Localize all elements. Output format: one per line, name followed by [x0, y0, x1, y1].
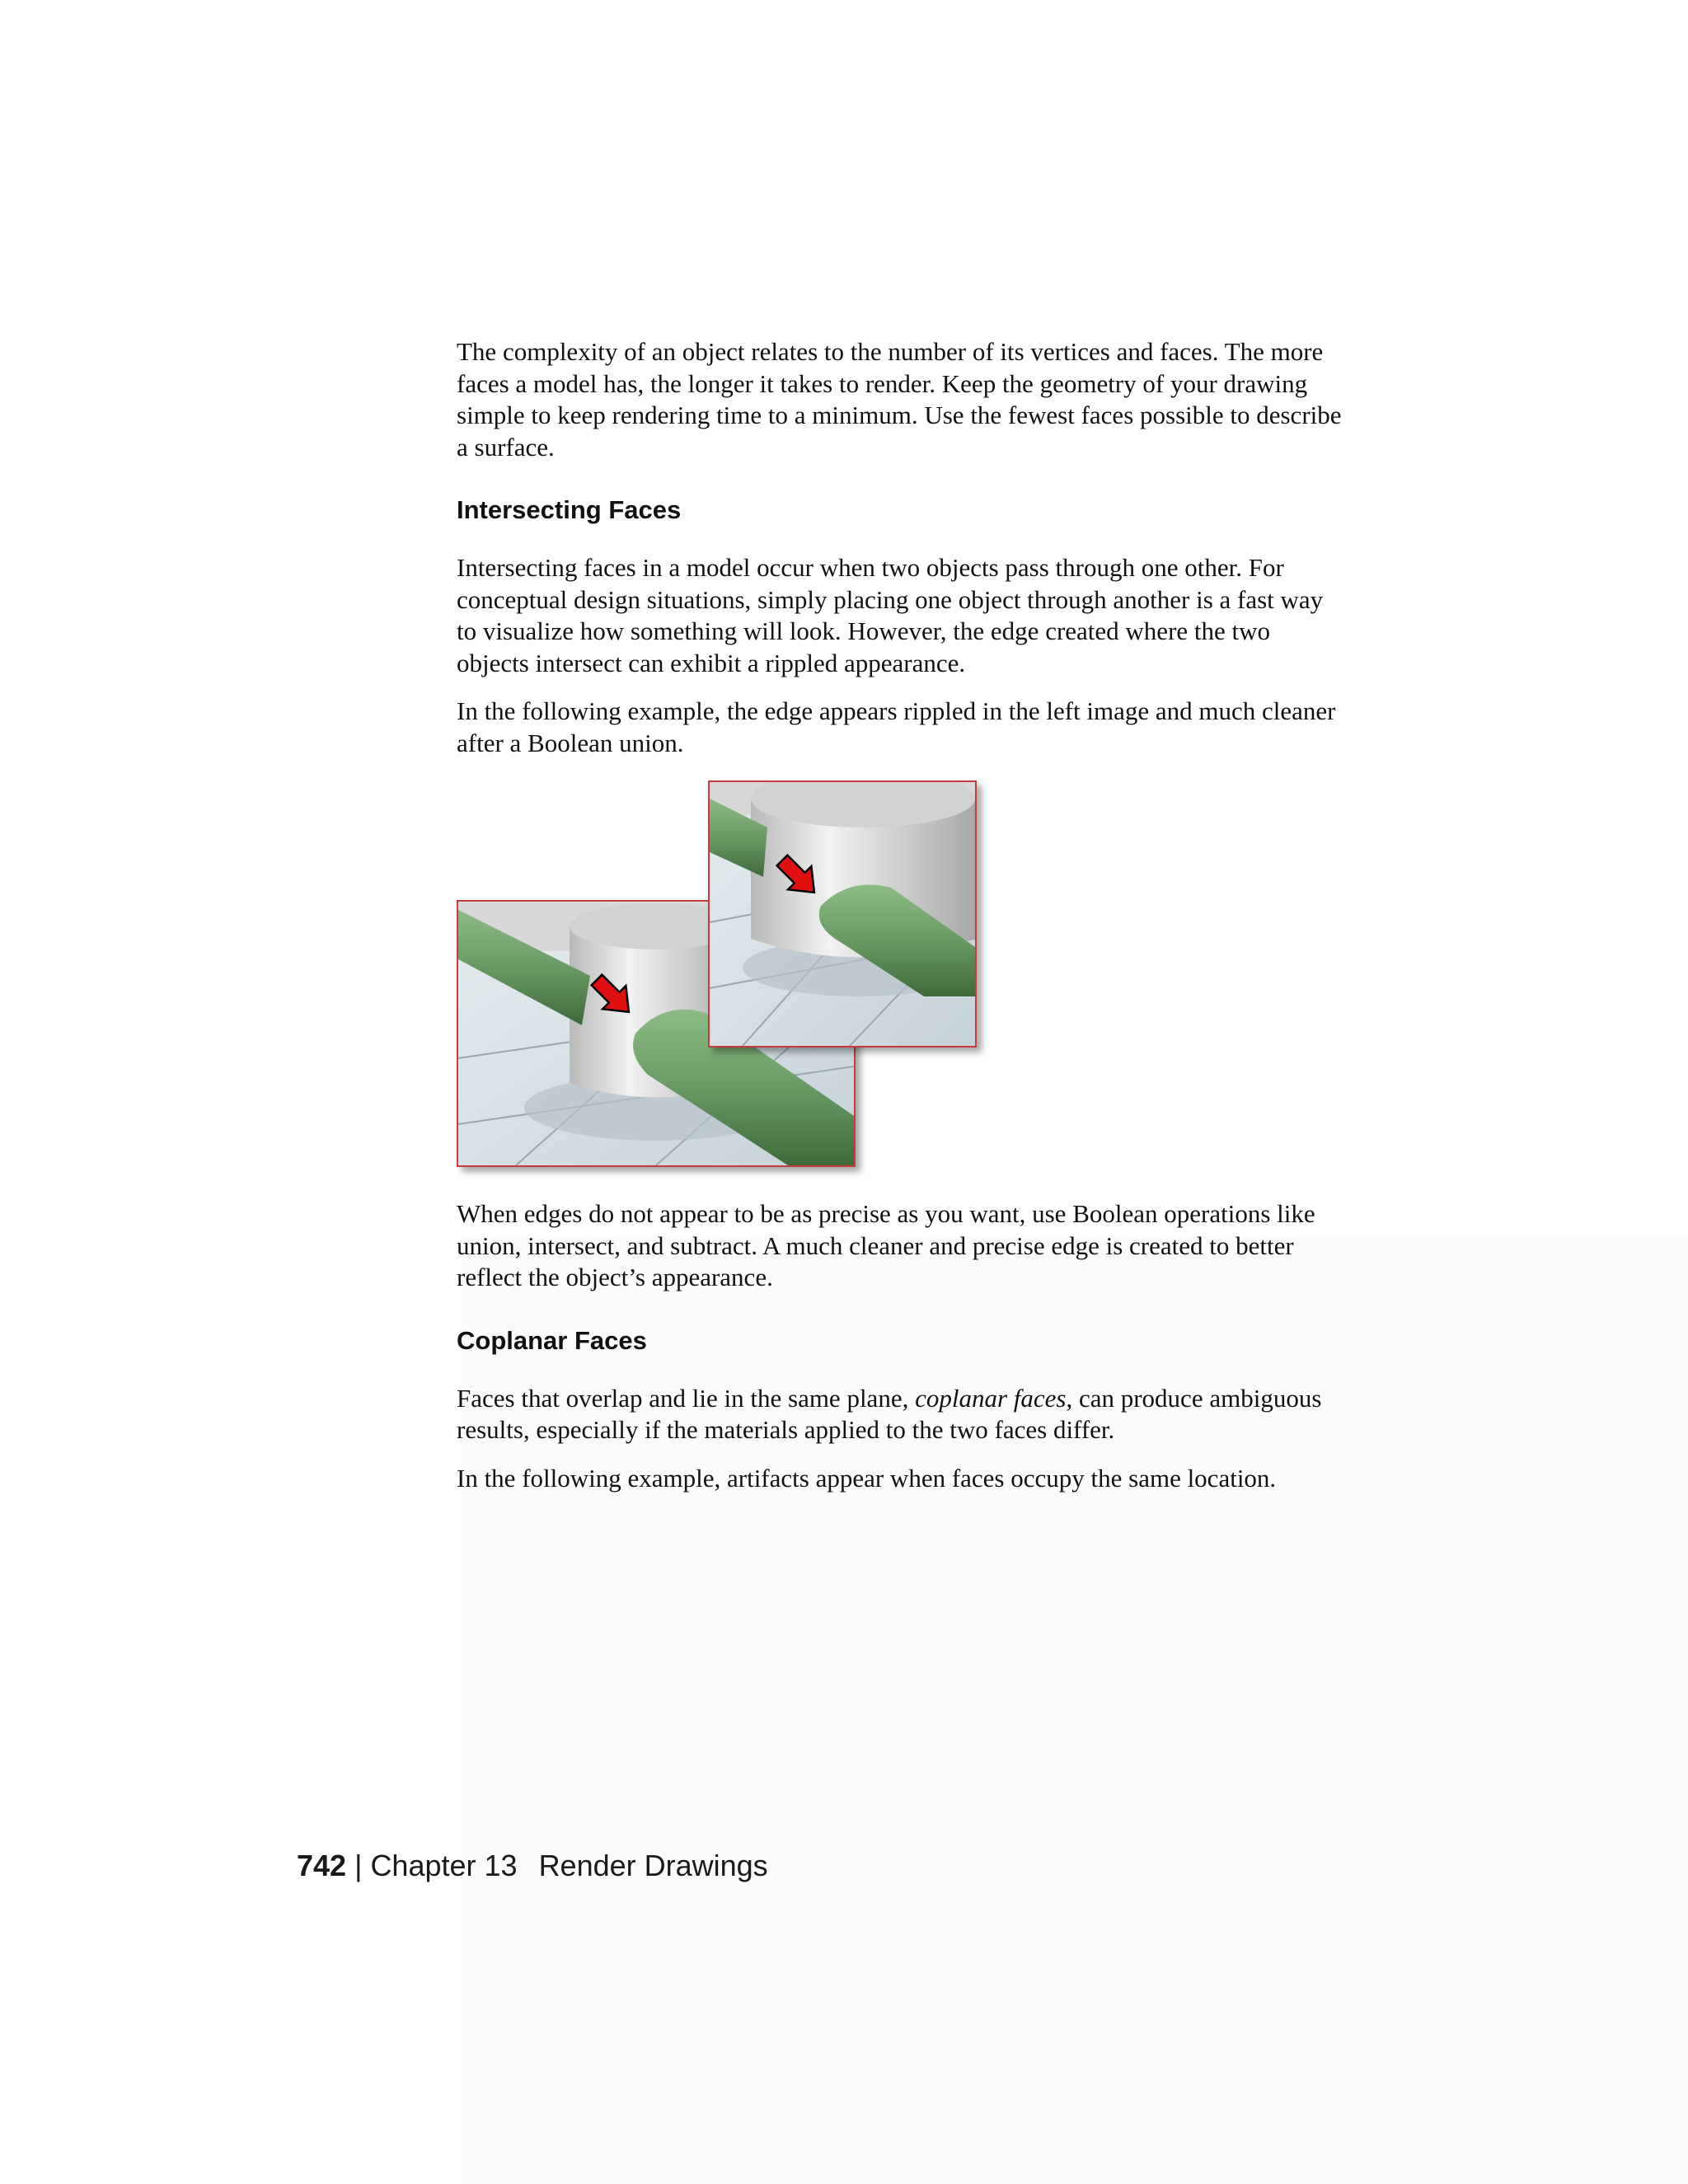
- page-footer: [297, 1848, 768, 1884]
- footer-separator: |: [354, 1849, 363, 1882]
- coplanar-text-after: , can produce ambiguous results, especially if the materials applied to the two faces differ.: [457, 1383, 1322, 1444]
- coplanar-text-before: Faces that overlap and lie in the same plane,: [457, 1383, 916, 1413]
- intersecting-faces-paragraph: Intersecting faces in a model occur when two objects pass through one other. For conceptual design situations, simply placing one object through another is a fast way to visualize how something will look. However, the edge created where the two objects intersect can exhibit a rippled appearance.: [457, 553, 1324, 677]
- boolean-operations-paragraph: When edges do not appear to be as precise as you want, use Boolean operations like union, intersect, and subtract. A much cleaner and precise edge is created to better reflect the object’s appearance.: [457, 1199, 1315, 1291]
- page-number: 742: [297, 1849, 347, 1882]
- chapter-title: Render Drawings: [538, 1849, 768, 1882]
- example-intro-paragraph: In the following example, the edge appears rippled in the left image and much cleaner after a Boolean union.: [457, 696, 1336, 757]
- intersecting-faces-figure: [457, 780, 1347, 1180]
- page-content: [457, 336, 1347, 1494]
- heading-coplanar-faces: Coplanar Faces: [457, 1325, 647, 1355]
- chapter-label: Chapter 13: [370, 1849, 518, 1882]
- intro-paragraph: The complexity of an object relates to the number of its vertices and faces. The more faces a model has, the longer it takes to render. Keep the geometry of your drawing simple to keep rendering time to a minimum. Use the fewest faces possible to describe a surface.: [457, 337, 1342, 462]
- clean-edge-image: [708, 780, 977, 1047]
- coplanar-faces-paragraph: [457, 1383, 1347, 1446]
- heading-intersecting-faces: Intersecting Faces: [457, 495, 682, 524]
- coplanar-faces-term: coplanar faces: [915, 1383, 1067, 1413]
- artifacts-paragraph: In the following example, artifacts appear when faces occupy the same location.: [457, 1463, 1277, 1493]
- clean-edge-render: [710, 782, 975, 1046]
